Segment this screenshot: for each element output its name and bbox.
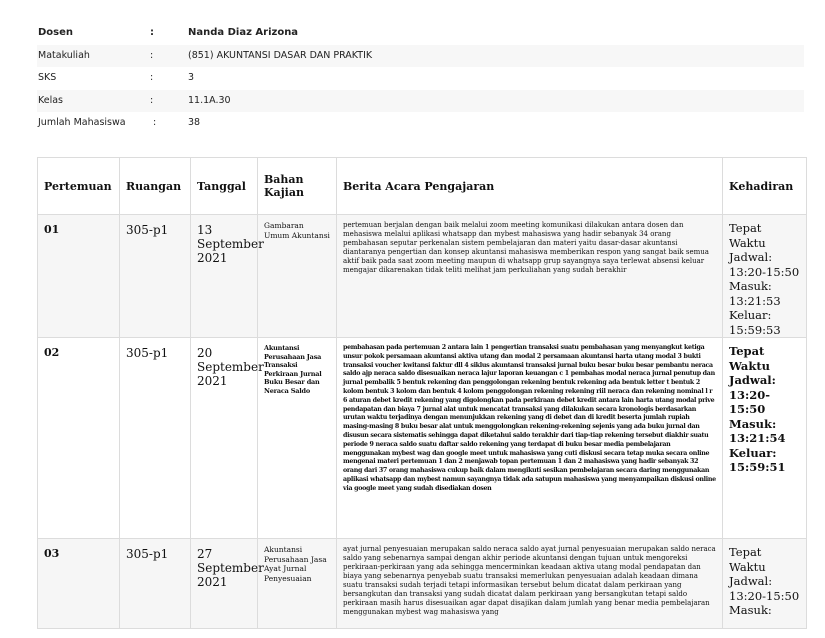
matakuliah-label: Matakuliah	[38, 49, 90, 61]
pertemuan-cell: 03	[38, 539, 120, 629]
ruangan-cell: 305-p1	[120, 338, 191, 539]
kehadiran-cell	[723, 539, 807, 629]
matakuliah-value: (851) AKUNTANSI DASAR DAN PRAKTIK	[188, 49, 373, 61]
berita-acara-cell: ayat jurnal penyesuaian merupakan saldo neraca saldo ayat jurnal penyesuaian merupakan saldo neraca saldo yang sebenarnya sampai dengan akhir periode akuntansi dengan tujuan untuk mengoreksi perkiraan-perkiraan yang ada sehingga mencerminkan keadaan aktiva utang modal pendapatan dan biaya yang sebenarnya penyebab suatu transaksi memerlukan penyesuaian adalah keadaan dimana suatu transaksi sudah terjadi tetapi informasikan tersebut belum dicatat dalam perkiraan yang bersangkutan dan transaksi yang sudah dicatat dalam perkiraan yang bersangkutan tetapi saldo perkiraan masih harus disesuaikan agar dapat disajikan dalam jumlah yang benar media pembelajaran menggunakan mybest wag mahasiswa yang	[337, 539, 723, 629]
matakuliah-colon: :	[150, 49, 154, 61]
berita-acara-cell: pertemuan berjalan dengan baik melalui zoom meeting komunikasi dilakukan antara dosen dan mehasiswa melalui aplikasi whatsapp dan mybest mahasiswa yang hadir sebanyak 34 orang pembahasan seputar perkenalan sistem pembelajaran dan materi yaitu dasar-dasar akuntansi diantaranya pengertian dan konsep akuntansi mahasiswa memberikan respon yang sangat baik semua aktif baik pada saat zoom meeting maupun di whatsapp grup sayangnya saya terlewat absensi keluar mengajar dikarenakan tidak teliti melihat jam perkuliahan yang sudah berakhir	[337, 215, 723, 338]
bahan-kajian-cell	[258, 338, 337, 539]
dosen-label: Dosen	[38, 27, 74, 38]
kehadiran-jadwal: Jadwal: 13:20-15:50	[729, 250, 800, 279]
pertemuan-cell: 01	[38, 215, 120, 338]
header-pertemuan: Pertemuan	[38, 158, 120, 215]
info-row-sks	[37, 67, 804, 90]
info-row-dosen	[37, 22, 804, 45]
jumlah-colon: :	[153, 117, 157, 128]
info-row-matakuliah	[37, 45, 804, 68]
header-ruangan: Ruangan	[120, 158, 191, 215]
jumlah-label: Jumlah Mahasiswa	[38, 117, 126, 128]
dosen-value: Nanda Diaz Arizona	[188, 27, 299, 38]
kehadiran-status: Tepat Waktu	[729, 344, 771, 373]
kelas-value: 11.1A.30	[188, 94, 231, 106]
kelas-colon: :	[150, 94, 154, 106]
ruangan-cell: 305-p1	[120, 539, 191, 629]
kehadiran-keluar: Keluar: 15:59:53	[729, 308, 781, 337]
header-kehadiran: Kehadiran	[723, 158, 807, 215]
kehadiran-masuk: Masuk: 13:21:54	[729, 416, 786, 445]
dosen-colon: :	[150, 27, 154, 38]
berita-acara-cell	[337, 338, 723, 539]
kehadiran-jadwal: Jadwal: 13:20-15:50	[729, 373, 776, 416]
pertemuan-cell: 02	[38, 338, 120, 539]
berita-acara-text: pembahasan pada pertemuan 2 antara lain 1 pengertian transaksi suatu pembahasan yang menyangkut ketiga unsur pokok persamaan akuntansi aktiva utang dan modal 2 persamaan akuntansi harta utang modal 3 bukti transaksi voucher kwitansi faktur dll 4 siklus akuntansi transaksi jurnal buku besar buku besar pembantu neraca saldo ajp neraca saldo disesuaikan neraca lajur laporan keuangan c 1 pembahas modal neraca jurnal penutup dan jurnal pembalik 5 bentuk rekening dan penggolongan rekening bentuk rekening ada bentuk letter t bentuk 2 kolom bentuk 3 kolom dan bentuk 4 kolom penggolongan rekening rekening riil neraca dan rekening nominal l r 6 aturan debet kredit rekening yang digolongkan pada perkiraan debet kredit antara lain harta utang modal prive pendapatan dan biaya 7 jurnal alat untuk mencatat transaksi yang dilakukan secara kronologis berdasarkan urutan waktu terjadinya dengan menunjukkan rekening yang di debet dan di kredit beserta jumlah rupiah masing-masing 8 buku besar alat untuk menggolongkan rekening-rekening sejenis yang ada buku jurnal dan disusun secara sistematis sehingga dapat diketahui saldo terakhir dari tiap-tiap rekening tersebut diakhir suatu periode 9 neraca saldo suatu daftar saldo rekening yang terdapat di buku besar media pembelajaran menggunakan mybest wag dan google meet untuk mahasiswa yang cuti diskusi secara tetap muka secara online mengenai materi pertemuan 1 dan 2 menjawab topan pertemuan 1 dan 2 mahasiswa yang hadir sebanyak 32 orang dari 37 orang mahasiswa cukup baik dalam mengikuti sesikan pembelajaran secara daring menggunakan aplikasi whatsapp dan mybest namun sayangnya tidak ada satupun mahasiswa yang menyampaikan diskusi online via google meet yang sudah disediakan dosen	[343, 344, 716, 492]
bahan-kajian-cell: Gambaran Umum Akuntansi	[258, 215, 337, 338]
bahan-kajian-text: Akuntansi Perusahaan Jasa Transaksi Perkiraan Jurnal Buku Besar dan Neraca Saldo	[264, 344, 322, 395]
kehadiran-keluar: Keluar: 15:59:51	[729, 445, 786, 474]
berita-acara-table	[37, 157, 807, 629]
ruangan-cell: 305-p1	[120, 215, 191, 338]
tanggal-cell: 27 September 2021	[191, 539, 258, 629]
sks-label: SKS	[38, 72, 57, 83]
header-tanggal: Tanggal	[191, 158, 258, 215]
sks-colon: :	[150, 72, 154, 83]
bahan-kajian-cell: Akuntansi Perusahaan Jasa Ayat Jurnal Penyesuaian	[258, 539, 337, 629]
kehadiran-status: Tepat Waktu	[729, 221, 766, 250]
sks-value: 3	[188, 72, 195, 83]
info-row-jumlah	[37, 112, 804, 135]
header-bahan-kajian: Bahan Kajian	[258, 158, 337, 215]
tanggal-cell: 13 September 2021	[191, 215, 258, 338]
kehadiran-cell	[723, 338, 807, 539]
kehadiran-status: Tepat Waktu	[729, 545, 766, 574]
table-header-row	[38, 158, 807, 215]
table-row	[38, 338, 807, 539]
jumlah-value: 38	[188, 117, 201, 128]
kehadiran-cell	[723, 215, 807, 338]
course-info	[37, 22, 804, 135]
info-row-kelas	[37, 90, 804, 113]
kehadiran-jadwal: Jadwal: 13:20-15:50	[729, 574, 800, 603]
kehadiran-masuk: Masuk: 13:21:53	[729, 279, 781, 308]
header-berita-acara: Berita Acara Pengajaran	[337, 158, 723, 215]
kelas-label: Kelas	[38, 94, 64, 106]
table-row	[38, 539, 807, 629]
kehadiran-masuk: Masuk:	[729, 603, 772, 617]
tanggal-cell: 20 September 2021	[191, 338, 258, 539]
table-row	[38, 215, 807, 338]
